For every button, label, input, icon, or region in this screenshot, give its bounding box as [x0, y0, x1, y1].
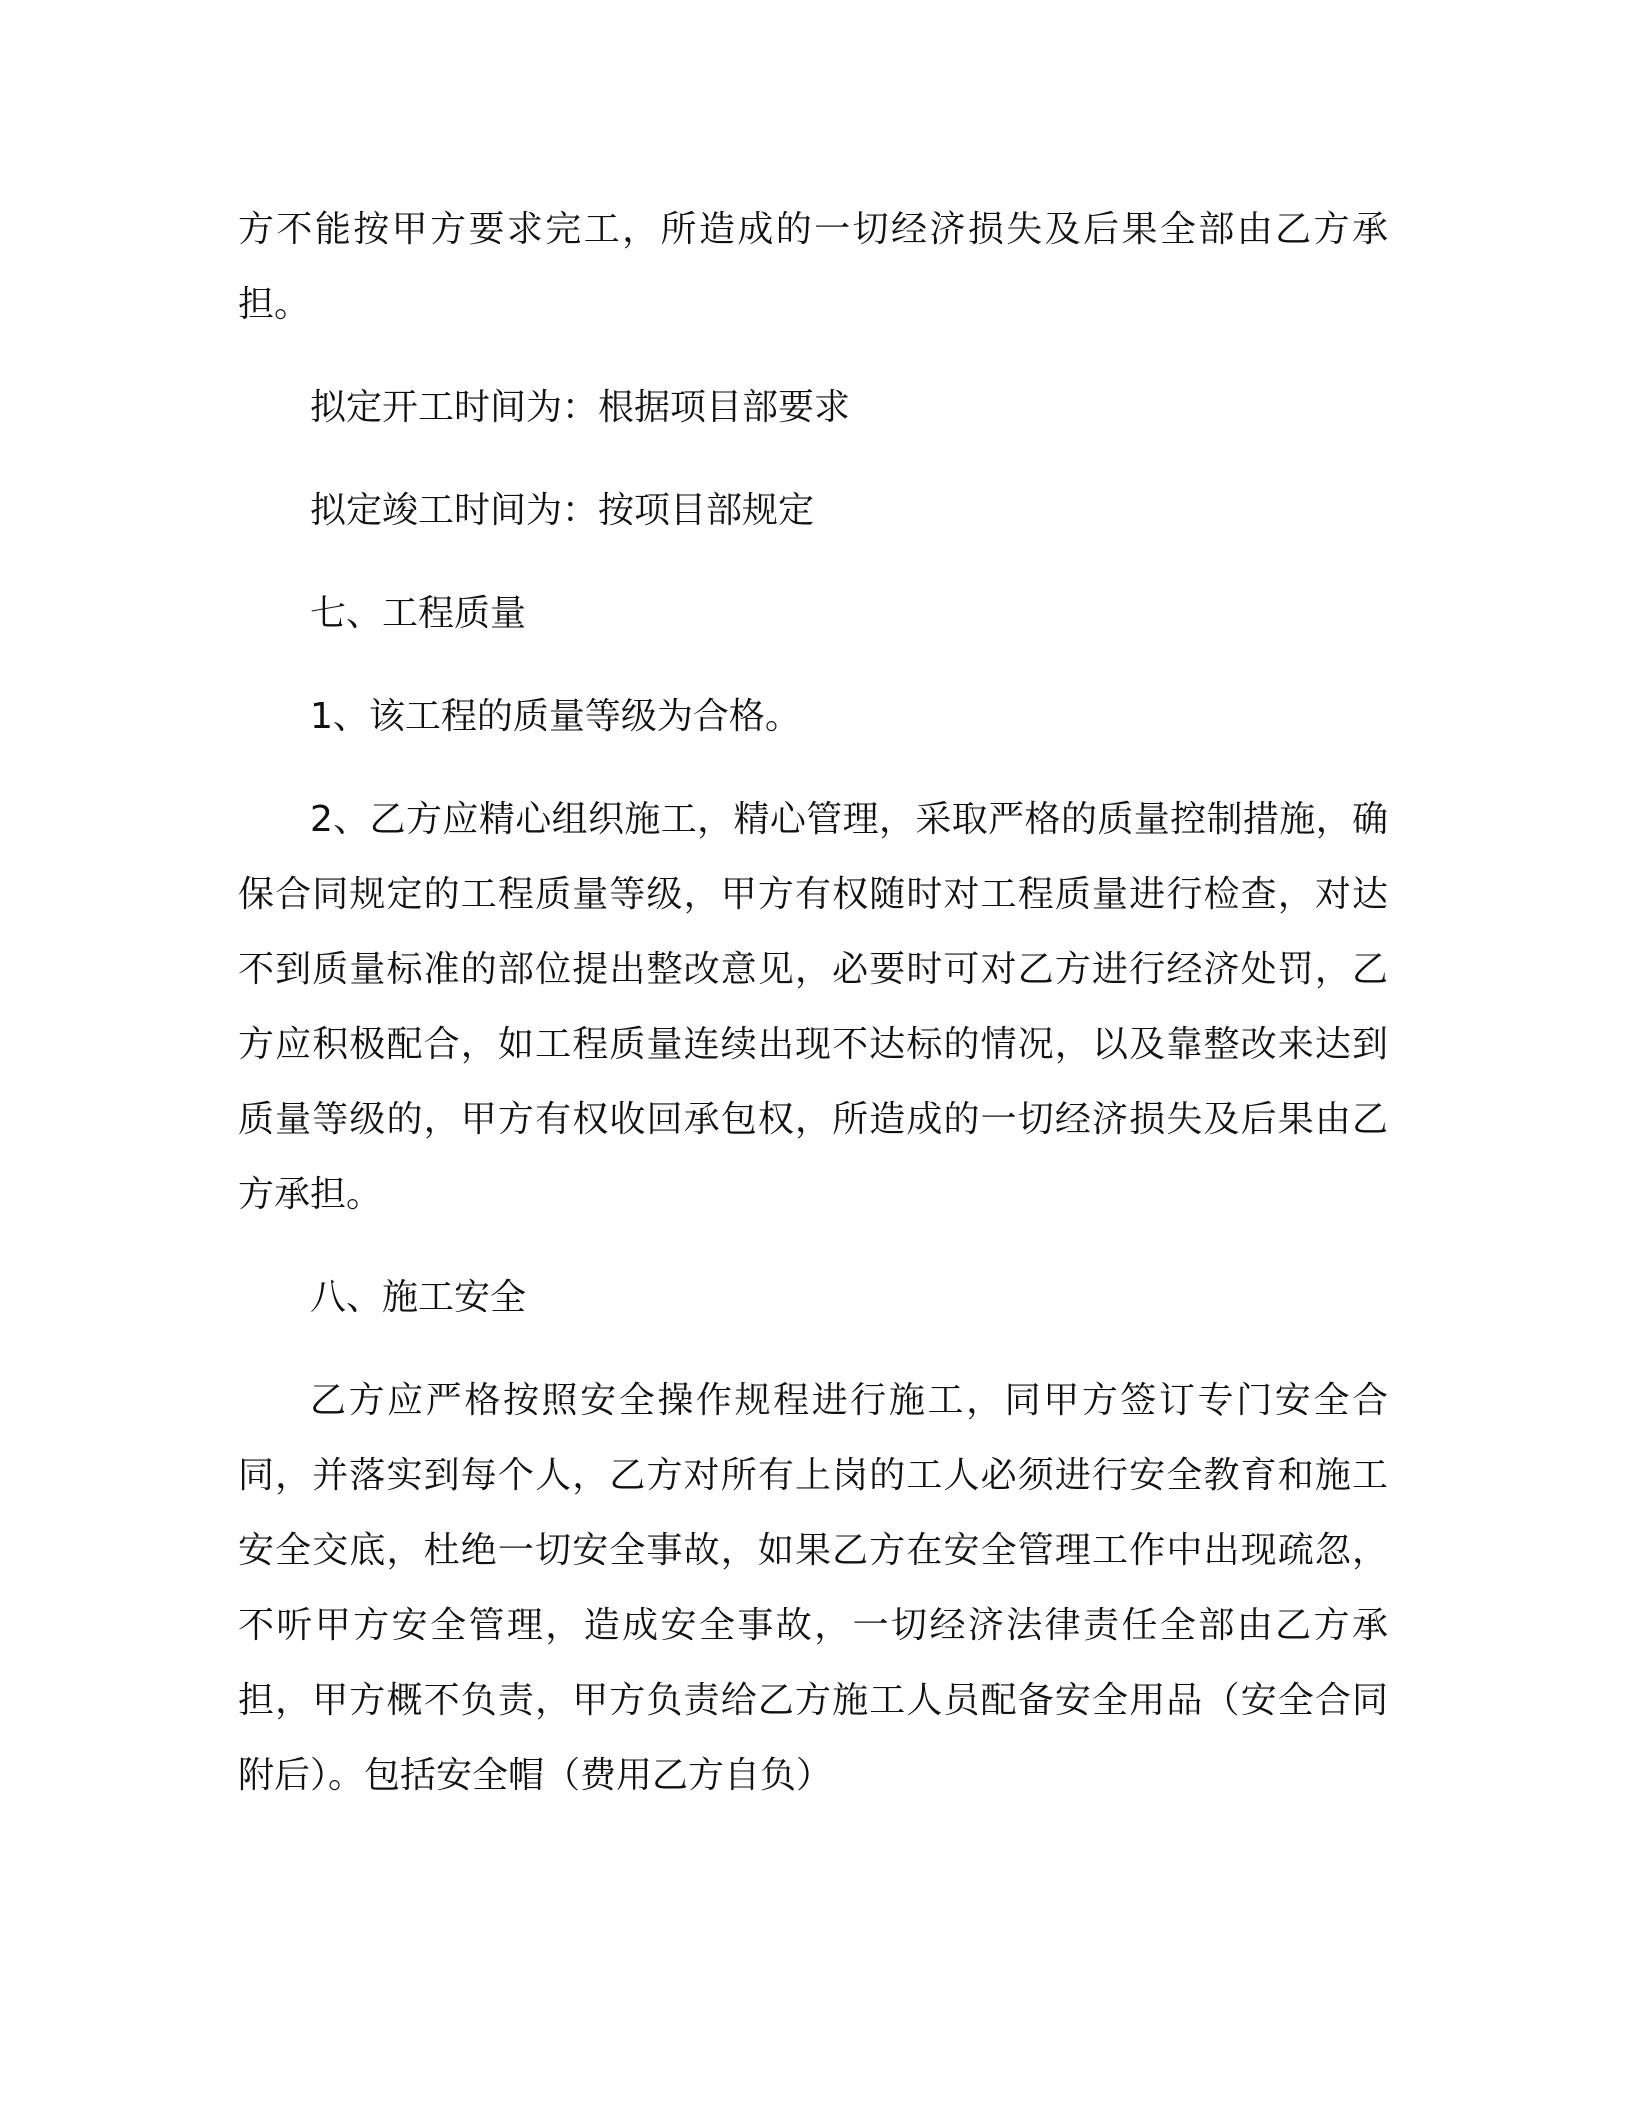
paragraph-quality-grade: 1、该工程的质量等级为合格。 — [310, 696, 801, 737]
paragraph-continuation: 方不能按甲方要求完工，所造成的一切经济损失及后果全部由乙方承担。 — [238, 209, 1388, 325]
paragraph-safety-rules: 乙方应严格按照安全操作规程进行施工，同甲方签订专门安全合同，并落实到每个人，乙方对所有上岗的工人必须进行安全教育和施工安全交底，杜绝一切安全事故，如果乙方在安全管理工作中出现疏忽，不听甲方安全管理，造成安全事故，一切经济法律责任全部由乙方承担，甲方概不负责，甲方负责给乙方施工人员配备安全用品（安全合同附后）。包括安全帽（费用乙方自负） — [238, 1380, 1388, 1796]
document-body — [238, 192, 1388, 1813]
paragraph-completion-date: 拟定竣工时间为：按项目部规定 — [310, 490, 815, 531]
section-heading-safety: 八、施工安全 — [310, 1277, 527, 1318]
section-heading-quality: 七、工程质量 — [310, 593, 527, 634]
paragraph-start-date: 拟定开工时间为：根据项目部要求 — [310, 387, 851, 428]
paragraph-quality-control: 2、乙方应精心组织施工，精心管理，采取严格的质量控制措施，确保合同规定的工程质量等级，甲方有权随时对工程质量进行检查，对达不到质量标准的部位提出整改意见，必要时可对乙方进行经济处罚，乙方应积极配合，如工程质量连续出现不达标的情况，以及靠整改来达到质量等级的，甲方有权收回承包权，所造成的一切经济损失及后果由乙方承担。 — [238, 799, 1388, 1215]
